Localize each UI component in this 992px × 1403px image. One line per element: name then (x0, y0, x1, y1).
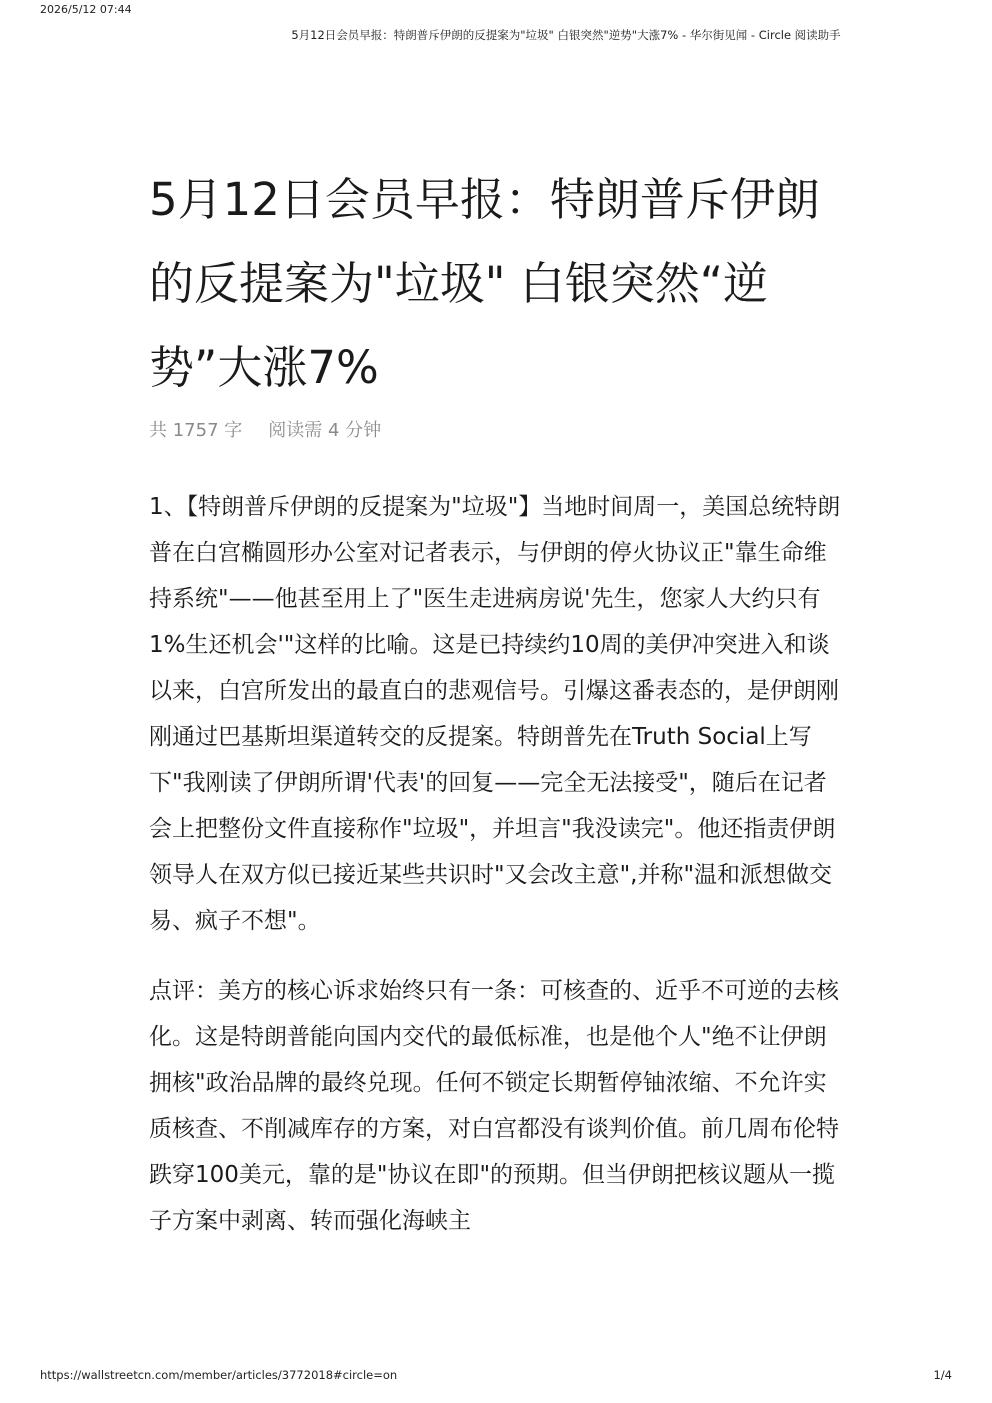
print-document-title: 5月12日会员早报：特朗普斥伊朗的反提案为"垃圾" 白银突然"逆势"大涨7% - 华尔街见闻 - Circle 阅读助手 (291, 28, 841, 42)
read-time: 阅读需 4 分钟 (268, 420, 382, 441)
print-footer (0, 1358, 992, 1398)
article-paragraph-2: 点评：美方的核心诉求始终只有一条：可核查的、近乎不可逆的去核化。这是特朗普能向国内交代的最低标准，也是他个人"绝不让伊朗拥核"政治品牌的最终兑现。任何不锁定长期暂停铀浓缩、不允许实质核查、不削减库存的方案，对白宫都没有谈判价值。前几周布伦特跌穿100美元，靠的是"协议在即"的预期。但当伊朗把核议题从一揽子方案中剥离、转而强化海峡主 (149, 978, 839, 1234)
word-count: 共 1757 字 (149, 420, 243, 441)
article (149, 158, 849, 1244)
article-meta (149, 418, 849, 444)
print-header (0, 0, 992, 40)
page-url: https://wallstreetcn.com/member/articles/3772018#circle=on (40, 1368, 398, 1382)
article-title: 5月12日会员早报：特朗普斥伊朗的反提案为"垃圾" 白银突然“逆势”大涨7% (149, 173, 820, 394)
page-number: 1/4 (933, 1368, 952, 1382)
print-date: 2026/5/12 07:44 (40, 3, 132, 16)
article-paragraph-1: 1、【特朗普斥伊朗的反提案为"垃圾"】当地时间周一，美国总统特朗普在白宫椭圆形办公室对记者表示，与伊朗的停火协议正"靠生命维持系统"——他甚至用上了"医生走进病房说'先生，您家人大约只有1%生还机会'"这样的比喻。这是已持续约10周的美伊冲突进入和谈以来，白宫所发出的最直白的悲观信号。引爆这番表态的，是伊朗刚刚通过巴基斯坦渠道转交的反提案。特朗普先在Truth Social上写下"我刚读了伊朗所谓'代表'的回复——完全无法接受"，随后在记者会上把整份文件直接称作"垃圾"，并坦言"我没读完"。他还指责伊朗领导人在双方似已接近某些共识时"又会改主意",并称"温和派想做交易、疯子不想"。 (149, 494, 841, 934)
